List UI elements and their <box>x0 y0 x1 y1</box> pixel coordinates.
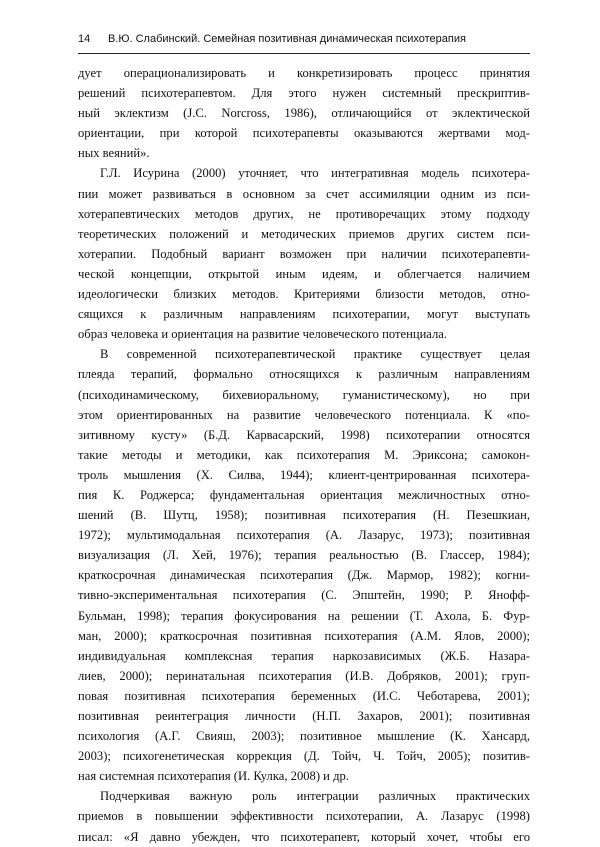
text-line: плеяда терапий, формально относящихся к различным направлениям <box>78 367 530 382</box>
text-line: повая позитивная психотерапия беременных (И.С. Чеботарева, 2001); <box>78 688 530 703</box>
text-line: тивно-экспериментальная психотерапия (С. Эпштейн, 1990; Р. Янофф- <box>78 588 530 603</box>
text-line: хотерапевтических методов других, не противоречащих этому подходу <box>78 206 530 221</box>
text-line: ориентации, при которой психотерапевты оказываются жертвами мод- <box>78 126 530 141</box>
text-line: приемов в повышении эффективности психотерапии, А. Лазарус (1998) <box>78 809 530 824</box>
text-line: пии может развиваться в основном за счет ассимиляции одним из пси- <box>78 186 530 201</box>
text-line: шений (В. Шутц, 1958); позитивная психотерапия (Н. Пезешкиан, <box>78 508 530 523</box>
page-number: 14 <box>78 33 91 45</box>
text-line: психология (А.Г. Свияш, 2003); позитивное мышление (К. Хансард, <box>78 729 530 744</box>
text-line: этом ориентированных на развитие человеческого потенциала. К «по- <box>78 407 530 422</box>
text-line: ческой концепции, открытой иным идеям, и облегчается наличием <box>78 266 530 281</box>
body-text <box>78 63 530 847</box>
text-line: Подчеркивая важную роль интеграции различных практических <box>100 789 530 804</box>
paragraph <box>78 63 530 163</box>
paragraph <box>78 344 530 786</box>
text-line: такие методы и методики, как психотерапия М. Эриксона; самокон- <box>78 447 530 462</box>
text-line: троль мышления (Х. Силва, 1944); клиент-центрированная психотера- <box>78 467 530 482</box>
text-line: лиев, 2000); перинатальная психотерапия (И.В. Добряков, 2001); груп- <box>78 668 530 683</box>
text-line: ная системная психотерапия (И. Кулка, 2008) и др. <box>78 769 349 784</box>
running-header <box>78 29 530 49</box>
text-line: Г.Л. Исурина (2000) уточняет, что интегративная модель психотера- <box>100 166 530 181</box>
text-line: решений психотерапевтом. Для этого нужен системный прескриптив- <box>78 86 530 101</box>
text-line: 2003); психогенетическая коррекция (Д. Тойч, Ч. Тойч, 2005); позитив- <box>78 749 530 764</box>
text-line: краткосрочная динамическая психотерапия (Дж. Мармор, 1982); когни- <box>78 568 530 583</box>
running-title: В.Ю. Слабинский. Семейная позитивная динамическая психотерапия <box>108 33 466 45</box>
text-line: позитивная реинтеграция личности (Н.П. Захаров, 2001); позитивная <box>78 709 530 723</box>
text-line: писал: «Я давно убежден, что психотерапевт, который хочет, чтобы его <box>78 829 530 844</box>
text-line: индивидуальная комплексная терапия наркозависимых (Ж.Б. Назара- <box>78 648 530 663</box>
text-line: 1972); мультимодальная психотерапия (А. Лазарус, 1973); позитивная <box>78 528 530 543</box>
text-line: Бульман, 1998); терапия фокусирования на решении (Т. Ахола, Б. Фур- <box>78 608 530 623</box>
text-line: образ человека и ориентация на развитие человеческого потенциала. <box>78 327 448 342</box>
text-line: пия К. Роджерса; фундаментальная ориентация межличностных отно- <box>78 487 530 502</box>
text-line: ных веяний». <box>78 146 150 161</box>
text-line: зитивному кусту» (Б.Д. Карвасарский, 1998) психотерапии относятся <box>78 427 530 442</box>
text-line: ный эклектизм (J.C. Norcross, 1986), отличающийся от эклектической <box>78 106 530 121</box>
text-line: В современной психотерапевтической практике существует целая <box>100 347 530 362</box>
text-line: сящихся к различным направлениям психотерапии, могут выступать <box>78 307 530 322</box>
header-rule <box>78 53 530 54</box>
text-line: хотерапии. Подобный вариант возможен при наличии психотерапевти- <box>78 246 530 261</box>
paragraph <box>78 163 530 344</box>
text-line: теоретических положений и методических приемов других систем пси- <box>78 226 530 241</box>
text-line: (психодинамическому, бихевиоральному, гуманистическому), но при <box>78 387 530 402</box>
paragraph <box>78 786 530 846</box>
text-line: идеологически близких методов. Критериями близости методов, отно- <box>78 287 530 302</box>
text-line: дует операционализировать и конкретизировать процесс принятия <box>78 66 530 80</box>
text-line: визуализация (Л. Хей, 1976); терапия реальностью (В. Глассер, 1984); <box>78 548 530 563</box>
text-line: ман, 2000); краткосрочная позитивная психотерапия (А.М. Ялов, 2000); <box>78 628 530 643</box>
